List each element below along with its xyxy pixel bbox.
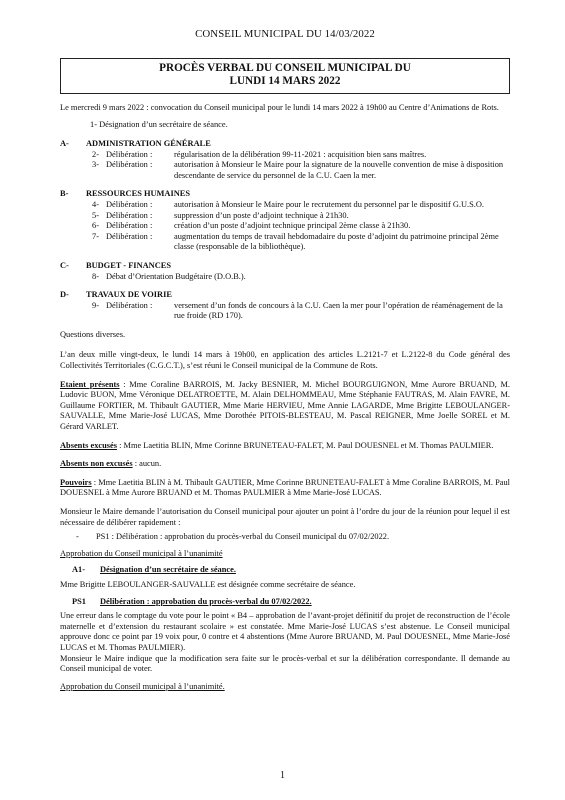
- agenda-item: [60, 160, 510, 181]
- agenda-item-text: augmentation du temps de travail hebdomadaire du poste d’adjoint du patrimoine principal 2ème classe (responsable de la bibliothèque).: [174, 231, 499, 252]
- section-title: ADMINISTRATION GÉNÉRALE: [86, 138, 211, 148]
- agenda-item-1: 1- Désignation d’un secrétaire de séance.: [90, 120, 228, 130]
- agenda-item: [60, 200, 510, 211]
- agenda-item-text: autorisation à Monsieur le Maire pour le recrutement du personnel par le dispositif G.U.S.O.: [174, 199, 485, 209]
- section-title: BUDGET - FINANCES: [86, 260, 172, 270]
- agenda-section-heading: [60, 139, 510, 150]
- agenda-item-number: 2-: [92, 149, 99, 159]
- section-letter: C-: [60, 260, 69, 270]
- proxies-paragraph: [60, 478, 510, 499]
- proxies-text: : Mme Laetitia BLIN à M. Thibault GAUTIER, Mme Corinne BRUNETEAU-FALET à Mme Coraline BARROIS, M. Paul DOUESNEL à Mme Aurore BRUAND et M. Thomas PAULMIER à Mme Marie-José LUCAS.: [60, 477, 510, 498]
- page-number: 1: [280, 770, 285, 781]
- agenda-item-text: versement d’un fonds de concours à la C.U. Caen la mer pour l’opération de réaménagement de la rue froide (RD 170).: [174, 300, 503, 321]
- agenda-section: [60, 261, 510, 282]
- approval-line-2: Approbation du Conseil municipal à l’unanimité.: [60, 681, 225, 691]
- agenda-section-heading: [60, 261, 510, 272]
- section-letter: A-: [60, 138, 69, 148]
- ps1-number: PS1: [72, 596, 86, 606]
- not-excused-text: : aucun.: [132, 459, 162, 469]
- agenda-section: [60, 290, 510, 322]
- agenda-item: [60, 150, 510, 161]
- not-excused-label: Absents non excusés: [60, 459, 133, 469]
- proxies-label: Pouvoirs: [60, 477, 92, 487]
- title-box: [60, 58, 510, 94]
- agenda-item-type: Délibération :: [106, 149, 153, 159]
- section-letter: D-: [60, 290, 69, 300]
- excused-label: Absents excusés: [60, 440, 117, 450]
- agenda-item-text: création d’un poste d’adjoint technique principal 2ème classe à 21h30.: [174, 221, 411, 231]
- not-excused-paragraph: [60, 459, 510, 470]
- agenda-item-number: 7-: [92, 231, 99, 241]
- agenda-item-type: Délibération :: [106, 160, 153, 170]
- a1-heading: [60, 565, 510, 576]
- agenda-item-text: régularisation de la délibération 99-11-2021 : acquisition bien sans maîtres.: [174, 149, 427, 159]
- ps1-title: Délibération : approbation du procès-verbal du 07/02/2022.: [100, 596, 312, 606]
- a1-text: Mme Brigitte LEBOULANGER-SAUVALLE est désignée comme secrétaire de séance.: [60, 579, 356, 589]
- a1-title: Désignation d’un secrétaire de séance.: [100, 565, 236, 575]
- agenda-item-number: 9-: [92, 300, 99, 310]
- agenda-item-number: 6-: [92, 221, 99, 231]
- added-point-text: PS1 : Délibération : approbation du procès-verbal du Conseil municipal du 07/02/2022.: [96, 532, 390, 542]
- agenda-item-type: Délibération :: [106, 199, 153, 209]
- running-header: CONSEIL MUNICIPAL DU 14/03/2022: [195, 28, 375, 40]
- a1-number: A1-: [72, 565, 86, 575]
- agenda-item: [60, 211, 510, 222]
- agenda-item: [60, 232, 510, 253]
- convocation-paragraph: Le mercredi 9 mars 2022 : convocation du Conseil municipal pour le lundi 14 mars 2022 à 19h00 au Centre d’Animations de Rots.: [60, 102, 499, 112]
- section-title: RESSOURCES HUMAINES: [86, 189, 191, 199]
- ps1-paragraph-1: Une erreur dans le comptage du vote pour le point « B4 – approbation de l’avant-projet définitif du projet de reconstruction de l’école maternelle et d’extension du restaurant scolaire » est constatée. Mme Marie-José LUCAS s’est abstenue. Le Conseil municipal approuve donc ce point par 19 voix pour, 0 contre et 4 abstentions (Mme Aurore BRUAND, M. Paul DOUESNEL, Mme Marie-José LUCAS et M. Thomas PAULMIER).: [60, 611, 510, 652]
- section-title: TRAVAUX DE VOIRIE: [86, 290, 172, 300]
- questions-diverses: Questions diverses.: [60, 329, 126, 339]
- agenda-sections: [60, 139, 510, 322]
- meeting-paragraph: L’an deux mille vingt-deux, le lundi 14 mars à 19h00, en application des articles L.2121-7 et L.2122-8 du Code général des Collectivités Territoriales (C.G.C.T.), s’est réuni le Conseil municipal de la Commune de Rots.: [60, 350, 510, 371]
- agenda-section-heading: [60, 290, 510, 301]
- present-text: : Mme Coraline BARROIS, M. Jacky BESNIER, M. Michel BOURGUIGNON, Mme Aurore BRUAND, M. Ludovic BUON, Mme Véronique DELATROETTE, M. Alain DELHOMMEAU, Mme Stéphanie FAUTRAS, M. Alain FAVRE, M. Guillaume FORTIER, M. Thibault GAUTIER, Mme Marie HERVIEU, Mme Annie LAGARDE, Mme Brigitte LEBOULANGER-SAUVALLE, Mme Marie-José LUCAS, Mme Dorothée PITOIS-BLESTEAU, M. Pascal REIGNER, Mme Joelle SOREL et M. Gérard VARLET.: [60, 379, 510, 432]
- agenda-item-number: 3-: [92, 160, 99, 170]
- present-paragraph: [60, 380, 510, 433]
- agenda-item: [60, 301, 510, 322]
- agenda-item: [60, 221, 510, 232]
- agenda-item-type: Délibération :: [106, 210, 153, 220]
- ps1-paragraph-2: Monsieur le Maire indique que la modification sera faite sur le procès-verbal et sur la délibération correspondante. Il demande au Conseil municipal de voter.: [60, 653, 510, 674]
- title-line-2: LUNDI 14 MARS 2022: [229, 75, 341, 88]
- mayor-request: Monsieur le Maire demande l’autorisation du Conseil municipal pour ajouter un point à l’ordre du jour de la réunion pour lequel il est nécessaire de délibérer rapidement :: [60, 507, 510, 527]
- agenda-section: [60, 189, 510, 253]
- agenda-item-text: suppression d’un poste d’adjoint technique à 21h30.: [174, 210, 349, 220]
- title-line-1: PROCÈS VERBAL DU CONSEIL MUNICIPAL DU: [159, 61, 411, 74]
- agenda-item-type: Délibération :: [106, 300, 153, 310]
- agenda-item-text: autorisation à Monsieur le Maire pour la signature de la nouvelle convention de mise à disposition descendante de service du personnel de la C.U. Caen la mer.: [174, 160, 504, 180]
- section-letter: B-: [60, 189, 69, 199]
- ps1-heading: [60, 597, 510, 608]
- document-page: [60, 0, 510, 692]
- excused-text: : Mme Laetitia BLIN, Mme Corinne BRUNETEAU-FALET, M. Paul DOUESNEL et M. Thomas PAULMIER.: [117, 440, 494, 450]
- agenda-item-type: Débat d’Orientation Budgétaire (D.O.B.).: [106, 271, 246, 281]
- agenda-item-number: 8-: [92, 271, 99, 281]
- added-point-marker: -: [76, 532, 79, 542]
- agenda-item-number: 4-: [92, 199, 99, 209]
- present-label: Etaient présents: [60, 379, 120, 389]
- agenda-item: [60, 272, 510, 283]
- agenda-item-number: 5-: [92, 210, 99, 220]
- agenda-item-type: Délibération :: [106, 231, 153, 241]
- agenda-item-type: Délibération :: [106, 221, 153, 231]
- agenda-section: [60, 139, 510, 181]
- approval-line-1: Approbation du Conseil municipal à l’unanimité: [60, 548, 223, 558]
- agenda-section-heading: [60, 189, 510, 200]
- excused-paragraph: [60, 441, 510, 452]
- added-point: [60, 532, 510, 543]
